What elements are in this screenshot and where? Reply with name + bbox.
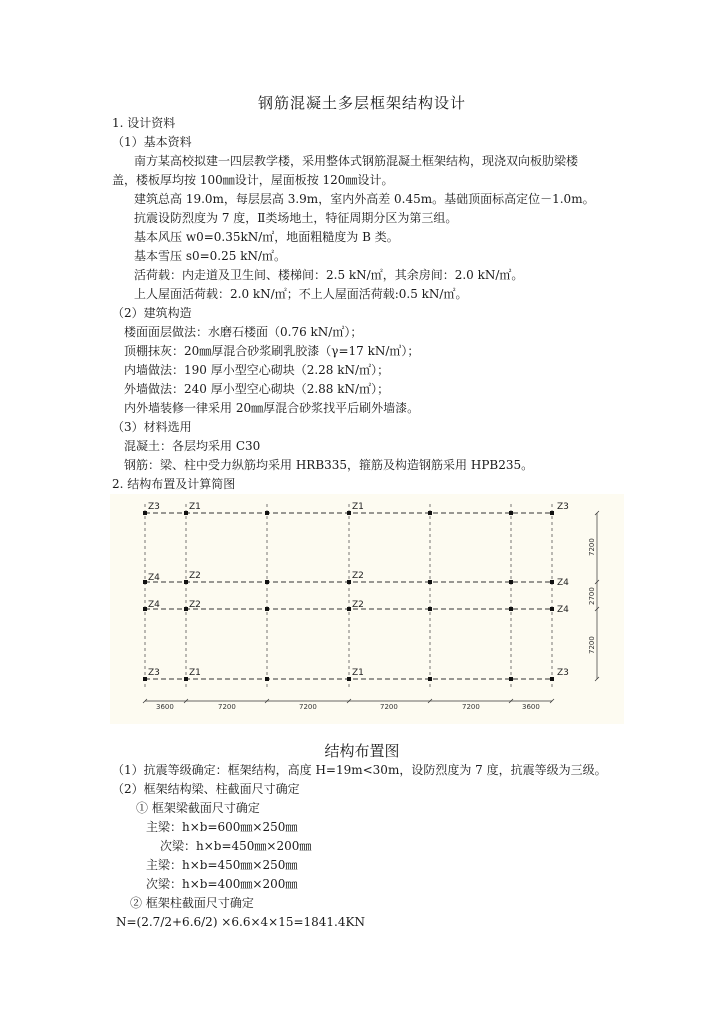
column-label: Z1 <box>189 502 201 512</box>
body-text: 上人屋面活荷载：2.0 kN/㎡；不上人屋面活荷载:0.5 kN/㎡。 <box>134 287 468 301</box>
body-text: 次梁：h×b=450㎜×200㎜ <box>160 839 312 853</box>
span-dimension: 3600 <box>522 703 540 711</box>
column-node <box>509 580 513 584</box>
column-node <box>428 677 432 681</box>
column-label: Z4 <box>557 578 569 588</box>
column-label: Z3 <box>148 668 160 678</box>
body-text: 混凝土：各层均采用 C30 <box>124 439 261 453</box>
body-text: 抗震设防烈度为 7 度，Ⅱ类场地土，特征周期分区为第三组。 <box>134 211 458 225</box>
span-dimension: 7200 <box>588 538 596 556</box>
span-dimension: 7200 <box>380 703 398 711</box>
column-node <box>184 677 188 681</box>
column-node <box>509 677 513 681</box>
column-label: Z1 <box>352 502 364 512</box>
column-node <box>265 607 269 611</box>
column-label: Z3 <box>557 668 569 678</box>
span-dimension: 7200 <box>462 703 480 711</box>
body-text: 内墙做法：190 厚小型空心砌块（2.28 kN/㎡）； <box>124 363 390 377</box>
subsection-heading: （3）材料选用 <box>112 420 192 434</box>
column-node <box>143 677 147 681</box>
span-dimension: 7200 <box>588 636 596 654</box>
column-node <box>184 607 188 611</box>
body-text: （2）框架结构梁、柱截面尺寸确定 <box>112 782 300 796</box>
body-text: ① 框架梁截面尺寸确定 <box>136 801 260 815</box>
body-text: （1）抗震等级确定：框架结构，高度 H=19m<30m，设防烈度为 7 度，抗震等级为三级。 <box>112 763 607 777</box>
column-label: Z4 <box>148 573 160 583</box>
column-node <box>184 511 188 515</box>
body-text: N=(2.7/2+6.6/2) ×6.6×4×15=1841.4KN <box>116 915 365 929</box>
column-node <box>143 580 147 584</box>
column-node <box>143 607 147 611</box>
column-node <box>265 677 269 681</box>
column-label: Z4 <box>557 605 569 615</box>
column-label: Z1 <box>352 668 364 678</box>
body-text: 南方某高校拟建一四层教学楼，采用整体式钢筋混凝土框架结构，现浇双向板肋梁楼 <box>134 154 579 168</box>
column-node <box>550 580 554 584</box>
column-node <box>347 580 351 584</box>
column-label: Z2 <box>352 600 364 610</box>
column-node <box>428 607 432 611</box>
column-label: Z2 <box>189 600 201 610</box>
section-heading: 1. 设计资料 <box>112 116 176 130</box>
structural-layout-drawing <box>110 494 624 724</box>
span-dimension: 7200 <box>299 703 317 711</box>
body-text: 建筑总高 19.0m，每层层高 3.9m，室内外高差 0.45m。基础顶面标高定位－1.0m。 <box>134 192 595 206</box>
subsection-heading: （1）基本资料 <box>112 135 192 149</box>
body-text: 内外墙装修一律采用 20㎜厚混合砂浆找平后刷外墙漆。 <box>124 401 420 415</box>
column-node <box>550 677 554 681</box>
span-dimension: 3600 <box>156 703 174 711</box>
column-node <box>347 607 351 611</box>
column-node <box>265 580 269 584</box>
span-dimension: 7200 <box>218 703 236 711</box>
column-label: Z4 <box>148 600 160 610</box>
column-label: Z3 <box>148 502 160 512</box>
column-node <box>347 677 351 681</box>
column-node <box>509 607 513 611</box>
column-node <box>428 580 432 584</box>
body-text: 次梁：h×b=400㎜×200㎜ <box>146 877 298 891</box>
body-text: ② 框架柱截面尺寸确定 <box>130 896 254 910</box>
column-node <box>265 511 269 515</box>
body-text: 基本雪压 s0=0.25 kN/㎡。 <box>134 249 287 263</box>
column-node <box>184 580 188 584</box>
column-node <box>143 511 147 515</box>
body-text: 主梁：h×b=450㎜×250㎜ <box>146 858 298 872</box>
column-label: Z3 <box>557 502 569 512</box>
column-label: Z2 <box>189 571 201 581</box>
column-node <box>550 607 554 611</box>
subsection-heading: （2）建筑构造 <box>112 306 192 320</box>
body-text: 楼面面层做法：水磨石楼面（0.76 kN/㎡）； <box>124 325 363 339</box>
column-label: Z1 <box>189 668 201 678</box>
document-title: 钢筋混凝土多层框架结构设计 <box>257 94 466 112</box>
body-text: 外墙做法：240 厚小型空心砌块（2.88 kN/㎡）； <box>124 382 390 396</box>
body-text: 盖，楼板厚均按 100㎜设计，屋面板按 120㎜设计。 <box>112 173 394 187</box>
body-text: 顶棚抹灰：20㎜厚混合砂浆刷乳胶漆（γ=17 kN/㎥）； <box>124 344 420 358</box>
column-label: Z2 <box>352 571 364 581</box>
body-text: 钢筋：梁、柱中受力纵筋均采用 HRB335，箍筋及构造钢筋采用 HPB235。 <box>124 458 534 472</box>
section-heading: 2. 结构布置及计算简图 <box>112 477 236 491</box>
column-node <box>347 511 351 515</box>
body-text: 活荷载：内走道及卫生间、楼梯间：2.5 kN/㎡，其余房间：2.0 kN/㎡。 <box>134 268 524 282</box>
body-text: 主梁：h×b=600㎜×250㎜ <box>146 820 298 834</box>
layout-plan-svg <box>110 494 624 724</box>
column-node <box>550 511 554 515</box>
column-node <box>509 511 513 515</box>
body-text: 基本风压 w0=0.35kN/㎡，地面粗糙度为 B 类。 <box>134 230 399 244</box>
span-dimension: 2700 <box>588 587 596 605</box>
figure-caption: 结构布置图 <box>324 742 400 760</box>
column-node <box>428 511 432 515</box>
